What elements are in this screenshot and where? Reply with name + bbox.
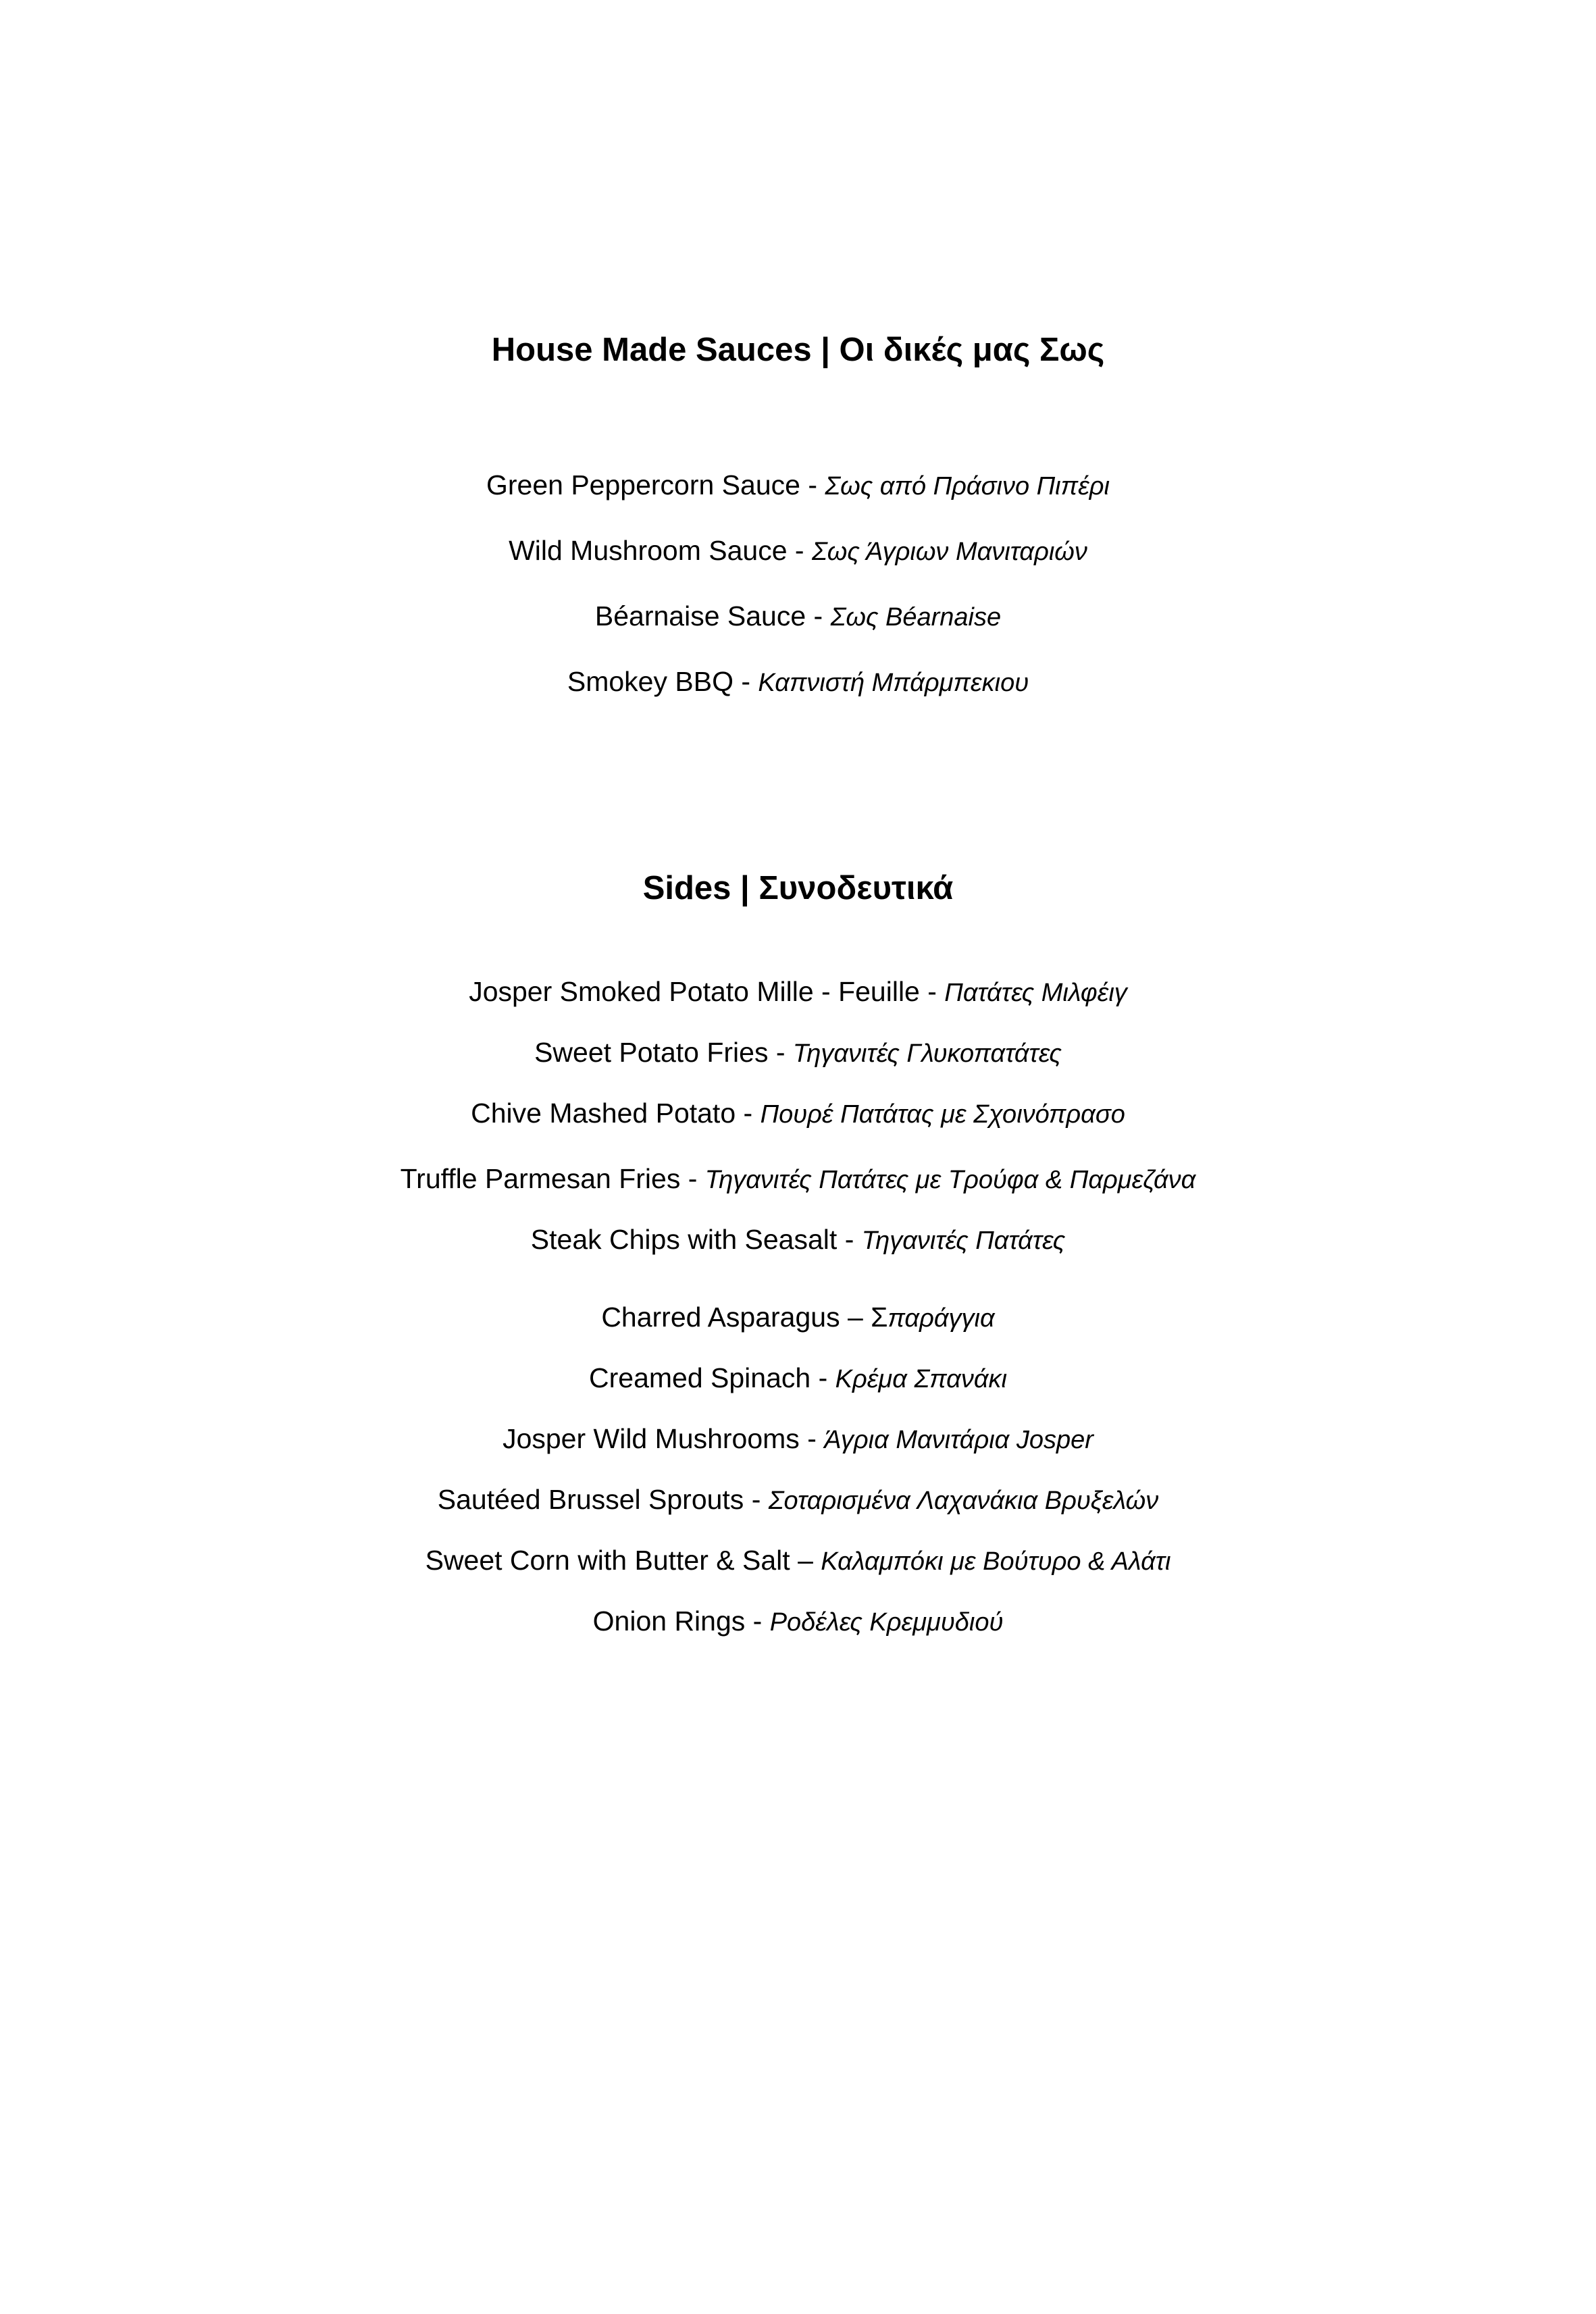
- item-english: Sweet Corn with Butter & Salt: [425, 1545, 790, 1576]
- item-separator: -: [787, 535, 812, 566]
- item-separator: -: [810, 1362, 835, 1393]
- item-greek: Σως από Πράσινο Πιπέρι: [825, 472, 1110, 500]
- item-separator: -: [837, 1224, 862, 1255]
- side-item: [0, 1482, 1596, 1518]
- item-english: Green Peppercorn Sauce: [486, 469, 800, 500]
- item-greek: Καλαμπόκι με Βούτυρο & Αλάτι: [821, 1547, 1171, 1576]
- side-item: [0, 1096, 1596, 1132]
- item-greek: Τηγανιτές Γλυκοπατάτες: [792, 1039, 1062, 1068]
- item-separator: -: [800, 469, 825, 500]
- side-item: [0, 1035, 1596, 1071]
- item-separator: -: [799, 1423, 825, 1454]
- item-greek: Σως Béarnaise: [830, 603, 1002, 632]
- item-english: Smokey BBQ: [567, 666, 733, 697]
- item-greek: Τηγανιτές Πατάτες: [861, 1227, 1066, 1255]
- item-greek: Πουρέ Πατάτας με Σχοινόπρασο: [760, 1100, 1125, 1129]
- item-separator: -: [768, 1037, 793, 1068]
- item-greek: Τηγανιτές Πατάτες με Τρούφα & Παρμεζάνα: [704, 1166, 1196, 1194]
- sides-heading: Sides | Συνοδευτικά: [642, 870, 954, 906]
- item-greek: Πατάτες Μιλφέιγ: [944, 979, 1127, 1007]
- item-english: Josper Wild Mushrooms: [503, 1423, 800, 1454]
- sauce-item: [0, 467, 1596, 504]
- sauces-heading: House Made Sauces | Οι δικές μας Σως: [491, 332, 1105, 368]
- item-separator: -: [919, 976, 945, 1007]
- side-item: [0, 1421, 1596, 1458]
- item-separator: -: [680, 1163, 705, 1194]
- item-english: Wild Mushroom Sauce: [509, 535, 788, 566]
- item-separator: -: [733, 666, 758, 697]
- side-item: [0, 1603, 1596, 1640]
- side-item: [0, 1300, 1596, 1336]
- item-greek: Σως Άγριων Μανιταριών: [811, 538, 1087, 566]
- item-greek: Σοταρισμένα Λαχανάκια Βρυξελών: [768, 1487, 1159, 1515]
- item-separator: – Σ: [840, 1302, 888, 1333]
- sauce-item: [0, 533, 1596, 569]
- sauce-item: [0, 664, 1596, 700]
- item-greek: Καπνιστή Μπάρμπεκιου: [758, 669, 1029, 697]
- side-item: [0, 1161, 1596, 1198]
- item-english: Sautéed Brussel Sprouts: [437, 1484, 744, 1515]
- item-separator: –: [790, 1545, 821, 1576]
- item-english: Chive Mashed Potato: [471, 1098, 736, 1129]
- item-english: Charred Asparagus: [601, 1302, 840, 1333]
- side-item: [0, 1222, 1596, 1258]
- side-item: [0, 1543, 1596, 1579]
- sauce-item: [0, 598, 1596, 635]
- item-english: Onion Rings: [592, 1605, 746, 1637]
- item-separator: -: [806, 600, 831, 632]
- item-english: Sweet Potato Fries: [534, 1037, 769, 1068]
- item-greek: Κρέμα Σπανάκι: [835, 1365, 1007, 1393]
- item-english: Creamed Spinach: [589, 1362, 811, 1393]
- item-greek: παράγγια: [887, 1304, 995, 1333]
- side-item: [0, 974, 1596, 1010]
- item-separator: -: [745, 1605, 770, 1637]
- item-separator: -: [736, 1098, 761, 1129]
- side-item: [0, 1360, 1596, 1397]
- item-english: Josper Smoked Potato Mille - Feuille: [469, 976, 920, 1007]
- item-separator: -: [744, 1484, 769, 1515]
- item-english: Steak Chips with Seasalt: [530, 1224, 838, 1255]
- item-english: Truffle Parmesan Fries: [400, 1163, 681, 1194]
- item-greek: Ροδέλες Κρεμμυδιού: [769, 1608, 1004, 1637]
- item-greek: Άγρια Μανιτάρια Josper: [824, 1426, 1093, 1454]
- item-english: Béarnaise Sauce: [594, 600, 806, 632]
